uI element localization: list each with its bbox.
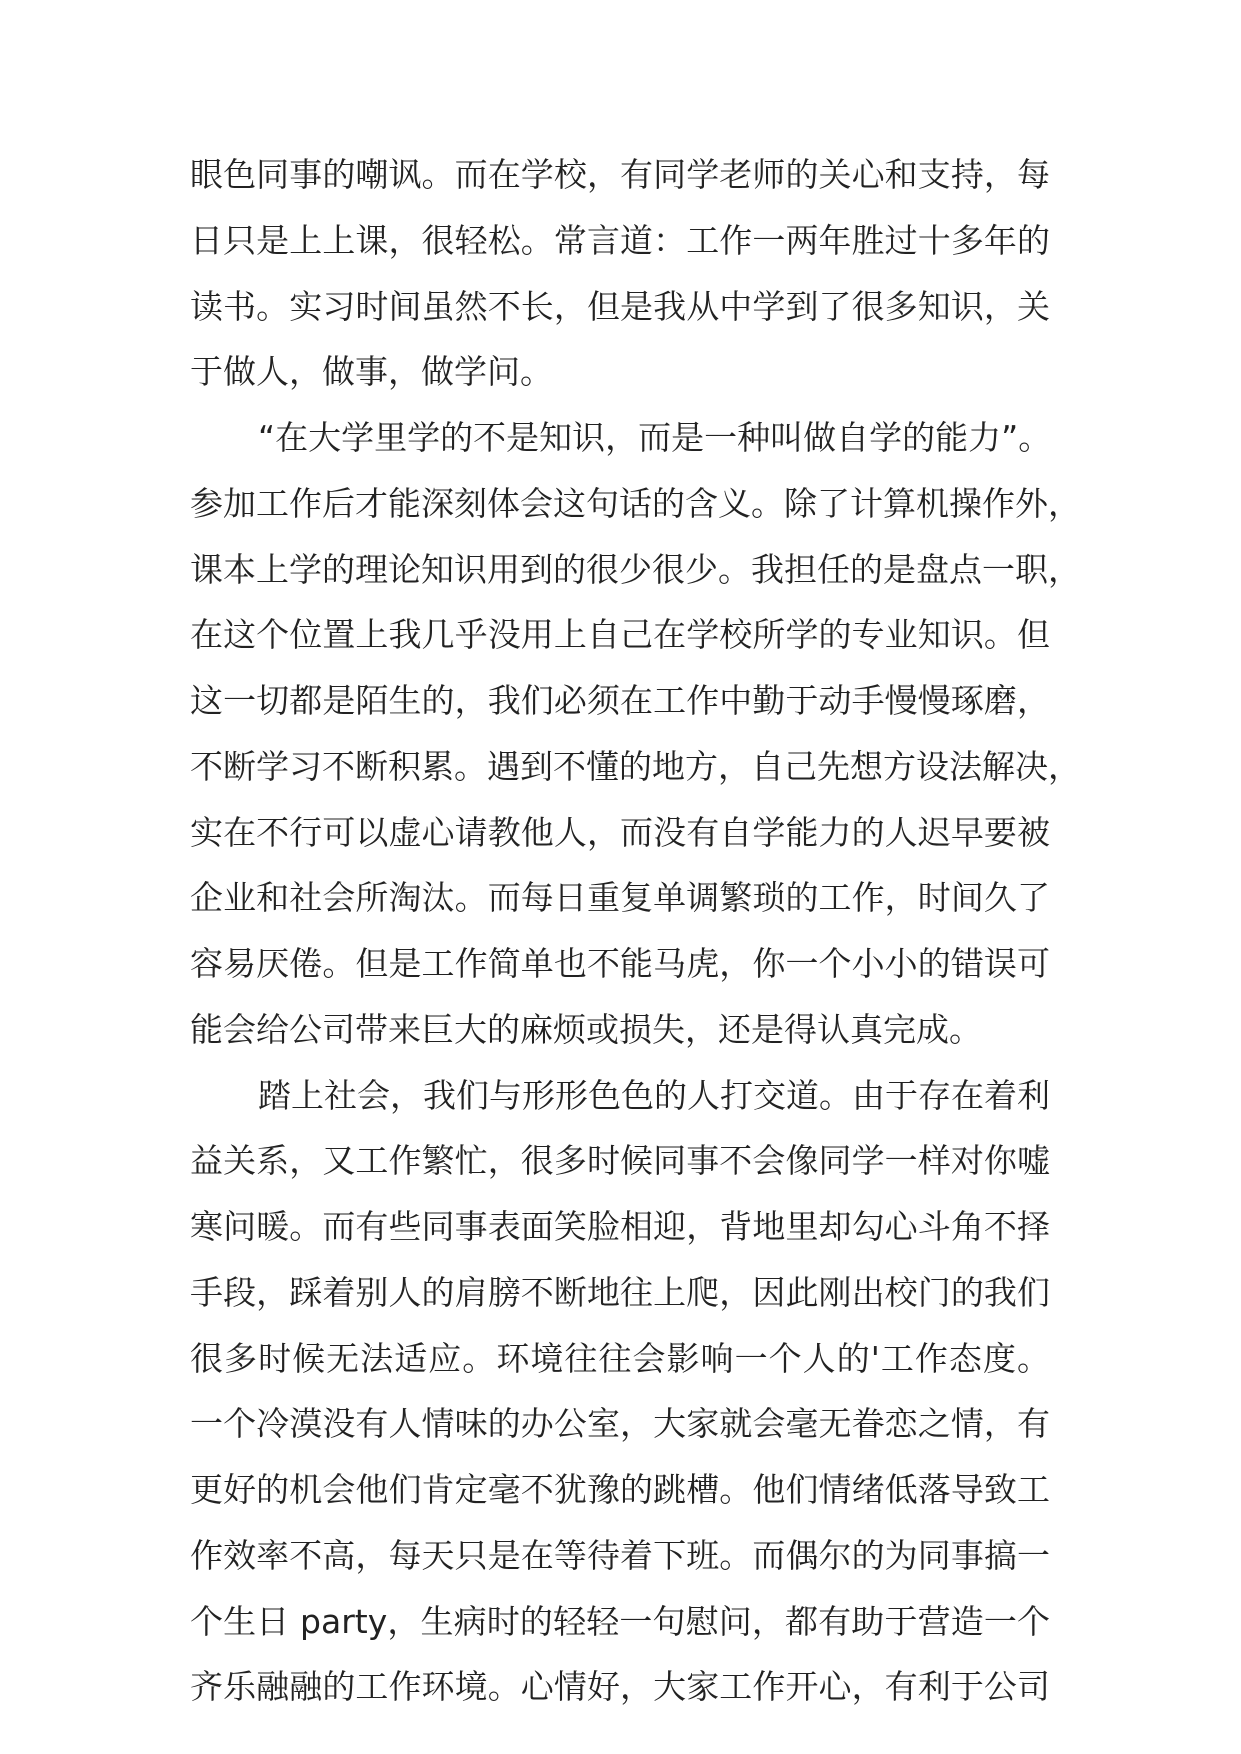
text-line: 一个冷漠没有人情味的办公室，大家就会毫无眷恋之情，有	[190, 1404, 1050, 1443]
text-line: 在这个位置上我几乎没用上自己在学校所学的专业知识。但	[190, 615, 1050, 654]
text-line: 更好的机会他们肯定毫不犹豫的跳槽。他们情绪低落导致工	[190, 1470, 1050, 1509]
text-line: 作效率不高，每天只是在等待着下班。而偶尔的为同事搞一	[190, 1536, 1050, 1575]
text-line: 于做人，做事，做学问。	[190, 352, 553, 391]
text-line: 益关系，又工作繁忙，很多时候同事不会像同学一样对你嘘	[190, 1141, 1050, 1180]
text-line: 手段，踩着别人的肩膀不断地往上爬，因此刚出校门的我们	[190, 1273, 1050, 1312]
text-line: 齐乐融融的工作环境。心情好，大家工作开心，有利于公司	[190, 1667, 1050, 1706]
text-line: 企业和社会所淘汰。而每日重复单调繁琐的工作，时间久了	[190, 878, 1050, 917]
text-line: 这一切都是陌生的，我们必须在工作中勤于动手慢慢琢磨，	[190, 681, 1050, 720]
text-line: 能会给公司带来巨大的麻烦或损失，还是得认真完成。	[190, 1010, 982, 1049]
text-line: 日只是上上课，很轻松。常言道：工作一两年胜过十多年的	[190, 221, 1050, 260]
paragraph-first-line: 踏上社会，我们与形形色色的人打交道。由于存在着利	[258, 1076, 1050, 1115]
text-line: 寒问暖。而有些同事表面笑脸相迎，背地里却勾心斗角不择	[190, 1207, 1050, 1246]
text-line: 读书。实习时间虽然不长，但是我从中学到了很多知识，关	[190, 287, 1050, 326]
text-line: 不断学习不断积累。遇到不懂的地方，自己先想方设法解决，	[190, 747, 1081, 786]
text-line: 很多时候无法适应。环境往往会影响一个人的'工作态度。	[190, 1339, 1050, 1378]
text-line: 眼色同事的嘲讽。而在学校，有同学老师的关心和支持，每	[190, 155, 1050, 194]
text-line: 课本上学的理论知识用到的很少很少。我担任的是盘点一职，	[190, 550, 1081, 589]
text-line: 参加工作后才能深刻体会这句话的含义。除了计算机操作外，	[190, 484, 1081, 523]
paragraph-first-line: “在大学里学的不是知识，而是一种叫做自学的能力”。	[258, 418, 1052, 457]
text-line: 容易厌倦。但是工作简单也不能马虎，你一个小小的错误可	[190, 944, 1050, 983]
text-line: 个生日 party，生病时的轻轻一句慰问，都有助于营造一个	[190, 1602, 1050, 1641]
text-line: 实在不行可以虚心请教他人，而没有自学能力的人迟早要被	[190, 813, 1050, 852]
